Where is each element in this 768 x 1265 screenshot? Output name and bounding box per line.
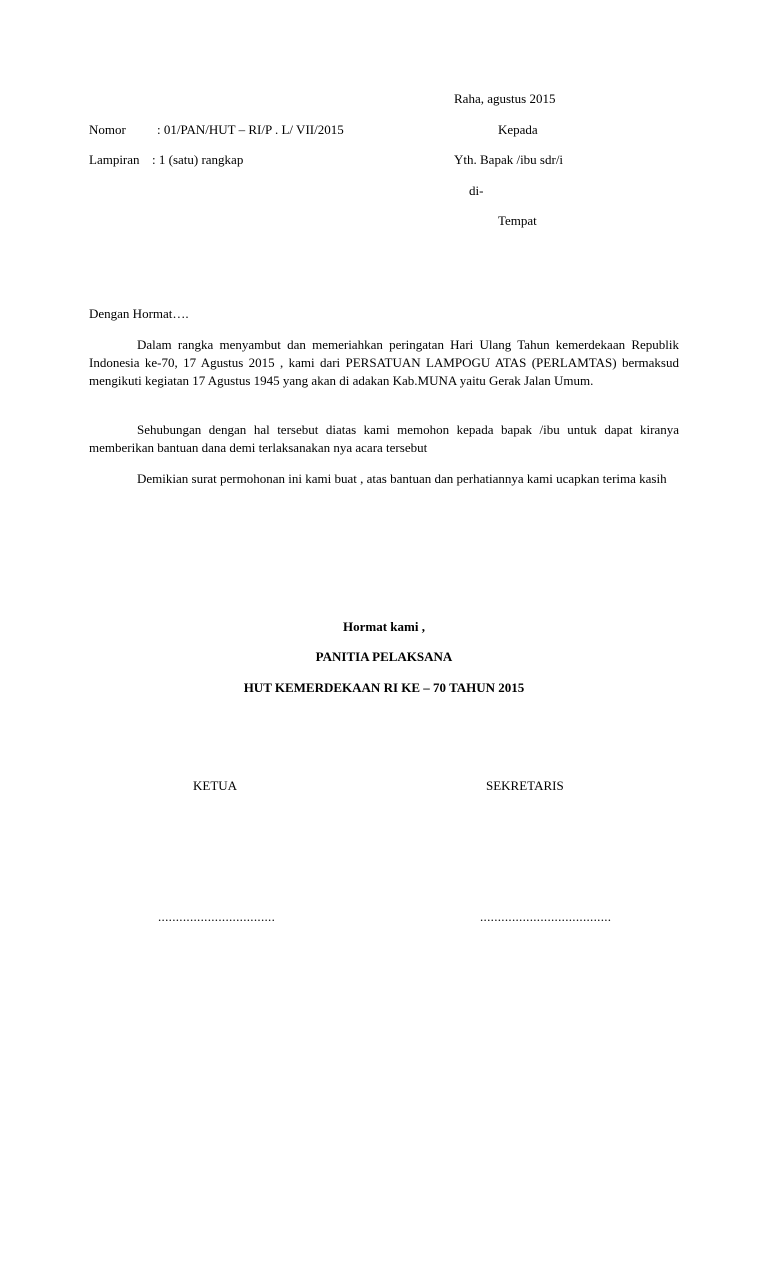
event-name: HUT KEMERDEKAAN RI KE – 70 TAHUN 2015 (243, 680, 525, 695)
signature-title-right: SEKRETARIS (486, 778, 564, 793)
recipient-addressee: Yth. Bapak /ibu sdr/i (454, 152, 564, 167)
signature-line-left: ................................. (158, 909, 276, 924)
signature-title-left: KETUA (193, 778, 238, 793)
recipient-at: di- (469, 183, 484, 198)
recipient-to: Kepada (498, 122, 538, 137)
recipient-place: Tempat (498, 213, 537, 228)
body-paragraph-3: Demikian surat permohonan ini kami buat , atas bantuan dan perhatiannya kami ucapkan terima kasih (137, 471, 667, 486)
place-date: Raha, agustus 2015 (454, 91, 556, 106)
nomor-value: : 01/PAN/HUT – RI/P . L/ VII/2015 (157, 122, 344, 137)
salutation: Dengan Hormat…. (89, 306, 189, 321)
committee-name: PANITIA PELAKSANA (315, 649, 453, 664)
body-paragraph-1: Dalam rangka menyambut dan memeriahkan peringatan Hari Ulang Tahun kemerdekaan Republik Indonesia ke-70, 17 Agustus 2015 , kami dari PERSATUAN LAMPOGU ATAS (PERLAMTAS) bermaksud mengikuti kegiatan 17 Agustus 1945 yang akan di adakan Kab.MUNA yaitu Gerak Jalan Umum. (89, 337, 679, 388)
signature-line-right: ..................................... (480, 909, 612, 924)
lampiran-label: Lampiran (89, 152, 140, 167)
body-paragraph-2: Sehubungan dengan hal tersebut diatas kami memohon kepada bapak /ibu untuk dapat kiranya memberikan bantuan dana demi terlaksanakan nya acara tersebut (89, 422, 679, 455)
lampiran-value: : 1 (satu) rangkap (152, 152, 244, 167)
nomor-label: Nomor (89, 122, 126, 137)
closing-regards: Hormat kami , (343, 619, 425, 634)
